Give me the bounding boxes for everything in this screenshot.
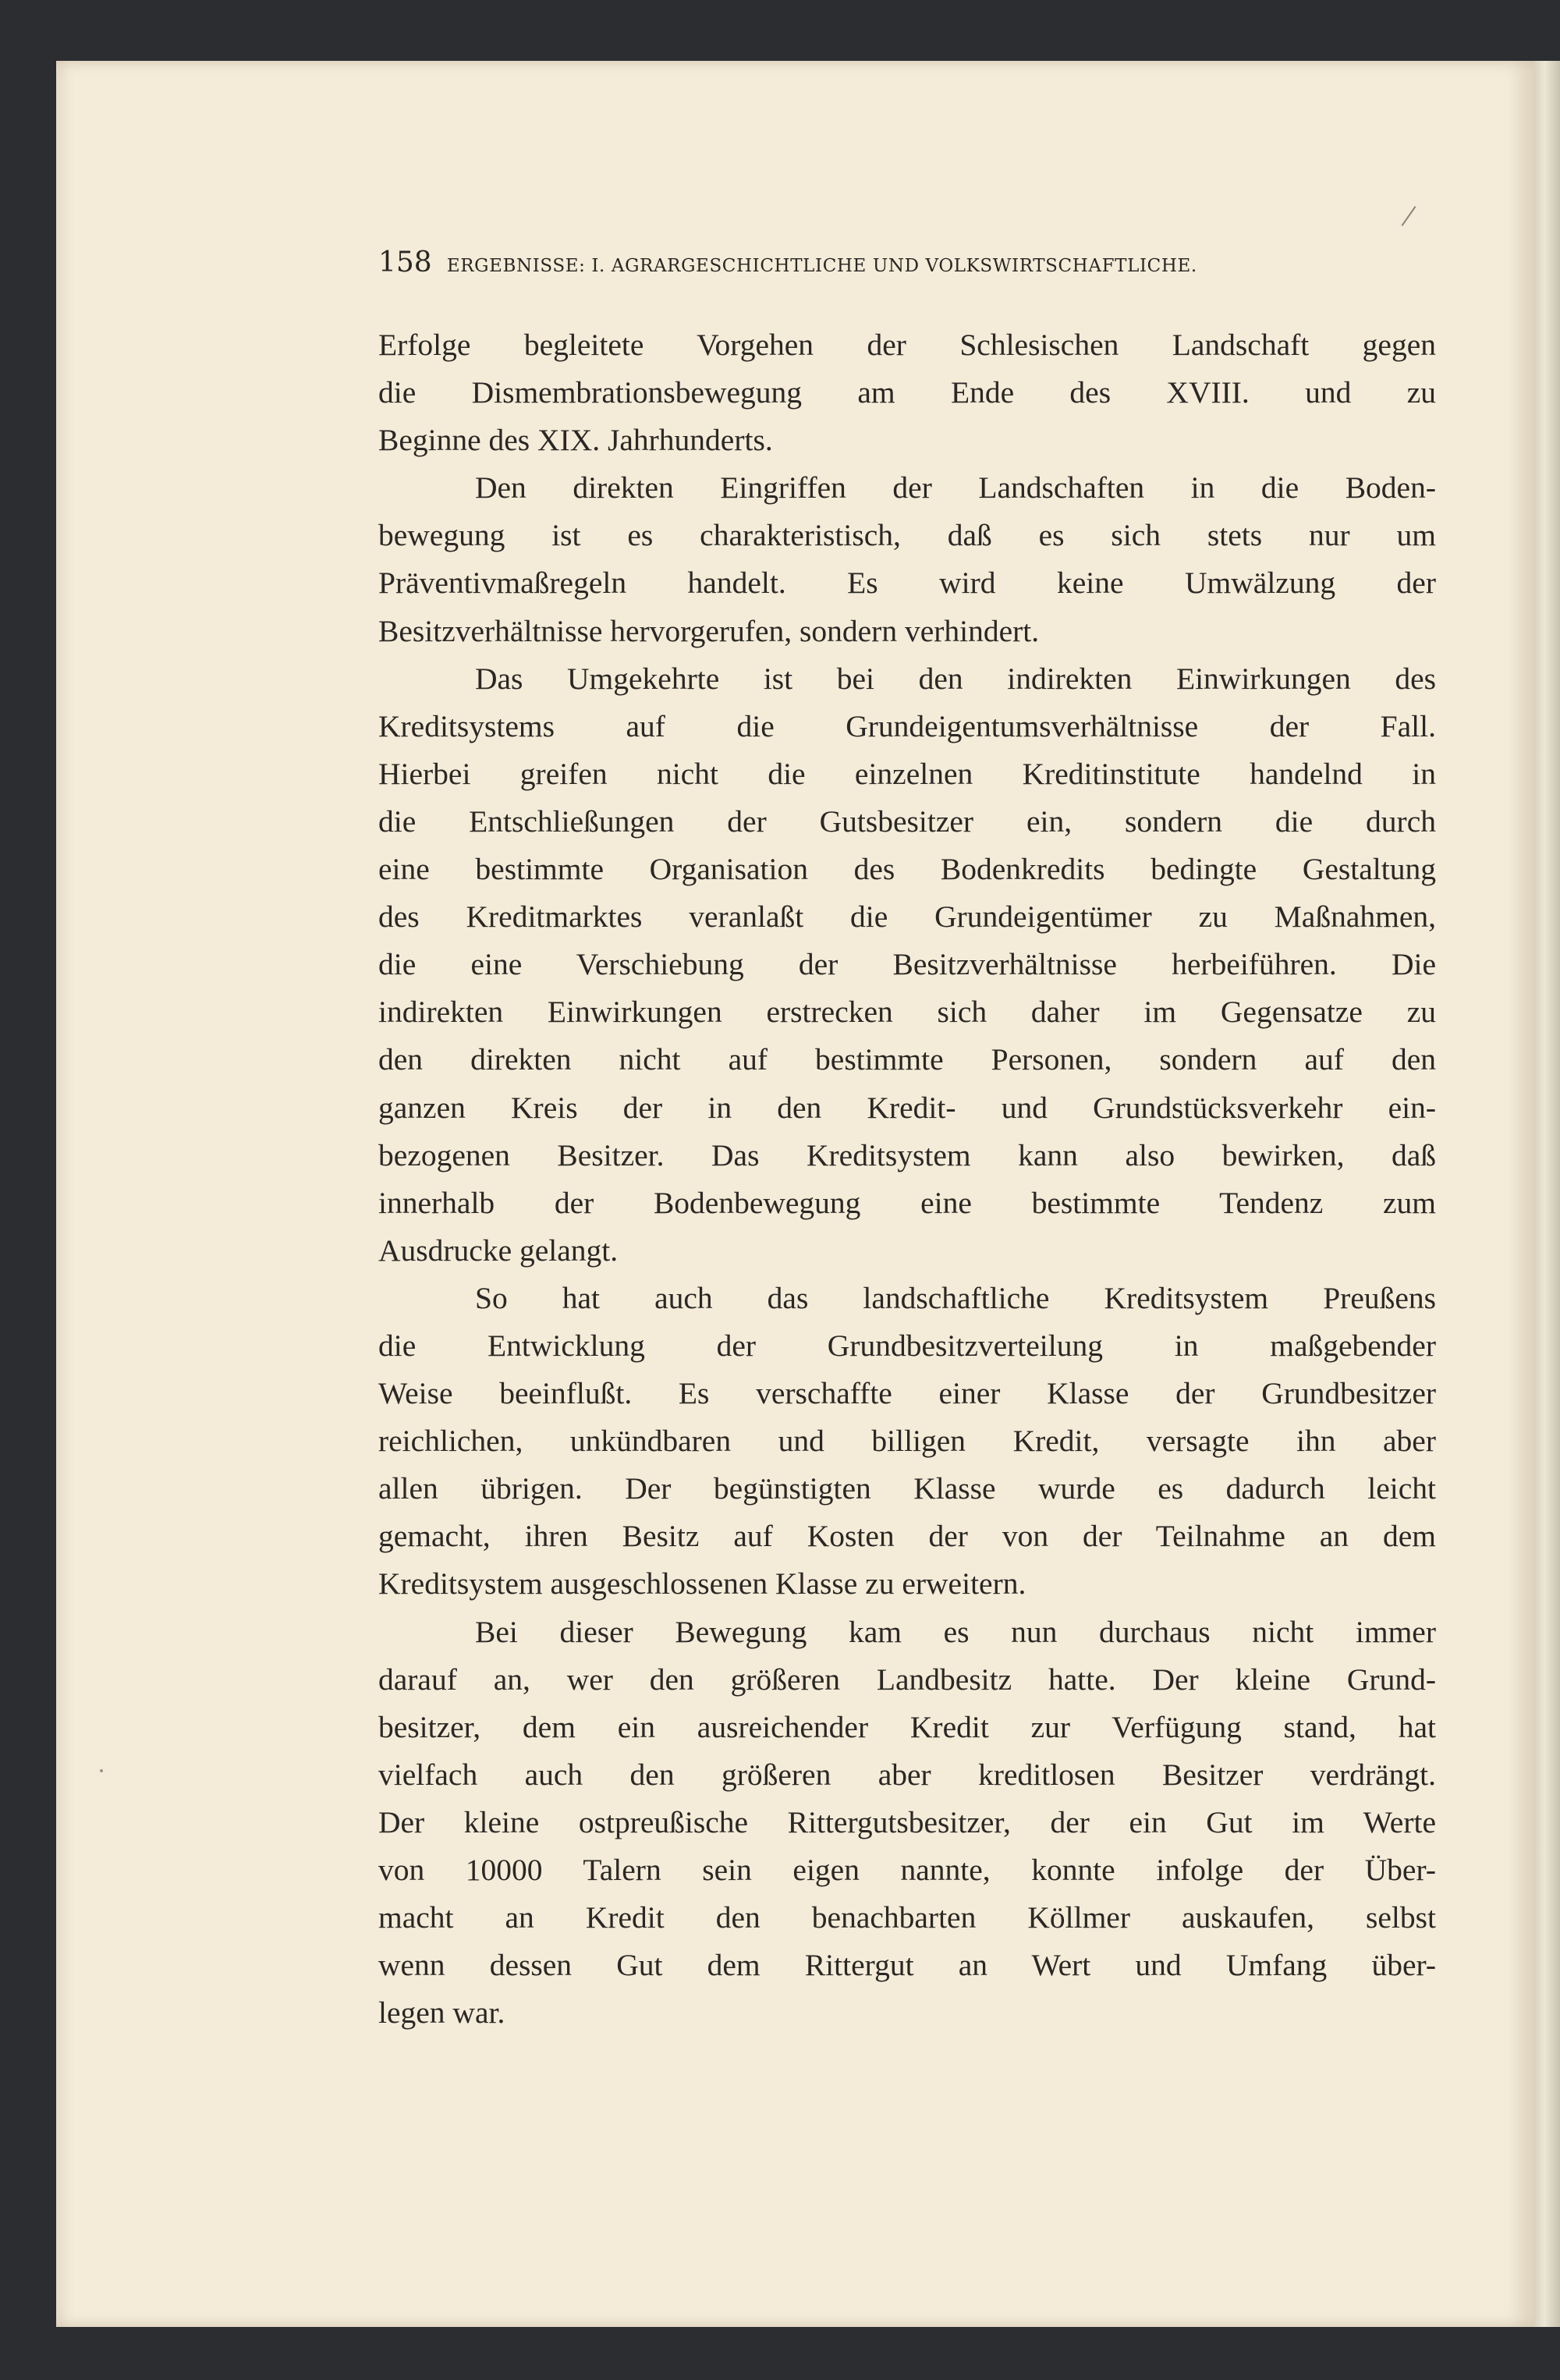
text-line: bewegung ist es charakteristisch, daß es sich stets nur um (378, 518, 1436, 553)
text-line: Kreditsystem ausgeschlossenen Klasse zu erweitern. (378, 1566, 1026, 1601)
running-head-text: ERGEBNISSE: I. AGRARGESCHICHTLICHE UND VOLKSWIRTSCHAFTLICHE. (446, 256, 1197, 276)
text-line: eine bestimmte Organisation des Bodenkredits bedingte Gestaltung (378, 852, 1436, 887)
text-line: Weise beeinflußt. Es verschaffte einer Klasse der Grundbesitzer (378, 1376, 1436, 1411)
text-line: So hat auch das landschaftliche Kreditsystem Preußens (475, 1280, 1436, 1315)
paragraph (378, 1275, 1436, 1609)
paper-speck (100, 1769, 103, 1772)
text-line: Hierbei greifen nicht die einzelnen Kreditinstitute handelnd in (378, 756, 1436, 791)
text-line: vielfach auch den größeren aber kreditlosen Besitzer verdrängt. (378, 1757, 1436, 1792)
text-line: Bei dieser Bewegung kam es nun durchaus nicht immer (475, 1614, 1436, 1649)
text-line: die Dismembrationsbewegung am Ende des XVIII. und zu (378, 375, 1436, 410)
text-line: darauf an, wer den größeren Landbesitz hatte. Der kleine Grund- (378, 1662, 1436, 1697)
paragraph (378, 464, 1436, 654)
text-line: innerhalb der Bodenbewegung eine bestimmte Tendenz zum (378, 1185, 1436, 1220)
body-text (378, 321, 1436, 2037)
text-line: die Entwicklung der Grundbesitzverteilung in maßgebender (378, 1328, 1436, 1363)
text-line: bezogenen Besitzer. Das Kreditsystem kann also bewirken, daß (378, 1137, 1436, 1172)
text-line: von 10000 Talern sein eigen nannte, konnte infolge der Über- (378, 1853, 1436, 1887)
text-line: Präventivmaßregeln handelt. Es wird keine Umwälzung der (378, 566, 1436, 601)
text-line: Kreditsystems auf die Grundeigentumsverhältnisse der Fall. (378, 708, 1436, 743)
text-line: Ausdrucke gelangt. (378, 1233, 619, 1268)
paragraph (378, 655, 1436, 1275)
running-header (378, 247, 1436, 286)
text-line: legen war. (378, 1995, 505, 2031)
text-line: die eine Verschiebung der Besitzverhältnisse herbeiführen. Die (378, 947, 1436, 982)
paragraph (378, 321, 1436, 464)
text-line: Das Umgekehrte ist bei den indirekten Einwirkungen des (475, 661, 1436, 696)
text-line: indirekten Einwirkungen erstrecken sich daher im Gegensatze zu (378, 995, 1436, 1030)
text-line: des Kreditmarktes veranlaßt die Grundeigentümer zu Maßnahmen, (378, 899, 1436, 935)
text-line: reichlichen, unkündbaren und billigen Kredit, versagte ihn aber (378, 1424, 1436, 1459)
text-line: die Entschließungen der Gutsbesitzer ein, sondern die durch (378, 803, 1436, 839)
text-line: ganzen Kreis der in den Kredit- und Grundstücksverkehr ein- (378, 1090, 1436, 1125)
text-line: Besitzverhältnisse hervorgerufen, sondern verhindert. (378, 613, 1040, 648)
text-line: gemacht, ihren Besitz auf Kosten der von der Teilnahme an dem (378, 1519, 1436, 1554)
text-line: besitzer, dem ein ausreichender Kredit zur Verfügung stand, hat (378, 1709, 1436, 1744)
page-edge (1534, 61, 1560, 2327)
text-line: Den direkten Eingriffen der Landschaften in die Boden- (475, 470, 1436, 505)
text-line: den direkten nicht auf bestimmte Personen, sondern auf den (378, 1042, 1436, 1077)
page-number: 158 (378, 247, 432, 278)
text-line: Beginne des XIX. Jahrhunderts. (378, 423, 773, 458)
text-line: allen übrigen. Der begünstigten Klasse wurde es dadurch leicht (378, 1471, 1436, 1506)
text-line: wenn dessen Gut dem Rittergut an Wert und Umfang über- (378, 1948, 1436, 1983)
text-line: Der kleine ostpreußische Rittergutsbesitzer, der ein Gut im Werte (378, 1804, 1436, 1839)
text-line: macht an Kredit den benachbarten Köllmer auskaufen, selbst (378, 1900, 1436, 1935)
paragraph (378, 1609, 1436, 2038)
text-line: Erfolge begleitete Vorgehen der Schlesischen Landschaft gegen (378, 328, 1436, 362)
